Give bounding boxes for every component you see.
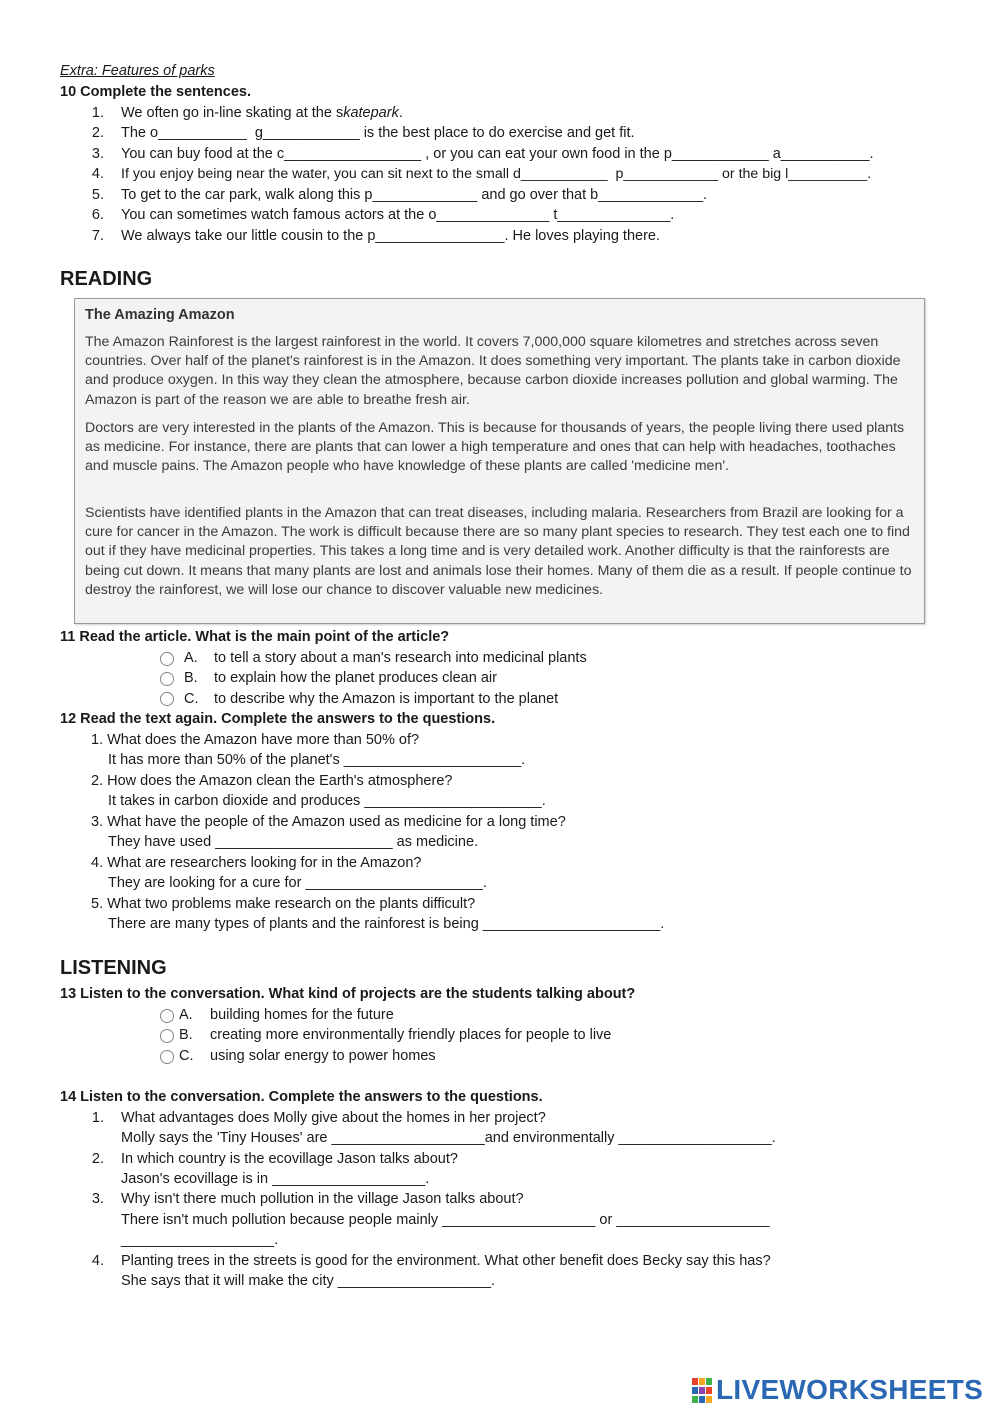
q10-item-number: 5. xyxy=(91,187,104,203)
q14-answer-field[interactable]: Molly says the 'Tiny Houses' are ___________________and environmentally ___________________. xyxy=(121,1130,776,1146)
q14-heading: 14 Listen to the conversation. Complete the answers to the questions. xyxy=(60,1089,543,1105)
q11-option-text: to explain how the planet produces clean air xyxy=(214,670,497,686)
radio-option-c[interactable] xyxy=(160,692,174,706)
radio-option-b[interactable] xyxy=(160,1029,174,1043)
article-box xyxy=(74,298,925,624)
q14-answer-field[interactable]: Jason's ecovillage is in ___________________. xyxy=(121,1171,430,1187)
q10-heading: 10 Complete the sentences. xyxy=(60,84,251,100)
q12-question: 2. How does the Amazon clean the Earth's atmosphere? xyxy=(91,773,453,789)
q10-item-number: 1. xyxy=(91,105,104,121)
q14-question: Why isn't there much pollution in the village Jason talks about? xyxy=(121,1191,524,1207)
q14-item-number: 2. xyxy=(91,1151,104,1167)
listening-heading: LISTENING xyxy=(60,957,167,979)
article-paragraph: Doctors are very interested in the plants of the Amazon. This is because for thousands of years, the people living there used plants as medicine. For instance, there are plants that can lower a high temperature and ones that can help with headaches, toothaches and muscle pains. The Amazon people who have knowledge of these plants are called 'medicine men'. xyxy=(85,420,905,475)
q14-item-number: 3. xyxy=(91,1191,104,1207)
radio-option-b[interactable] xyxy=(160,672,174,686)
q13-option-text: using solar energy to power homes xyxy=(210,1048,436,1064)
q10-item-number: 2. xyxy=(91,125,104,141)
q13-option-letter: B. xyxy=(179,1027,193,1043)
q14-item-number: 4. xyxy=(91,1253,104,1269)
q11-option-letter: A. xyxy=(184,650,198,666)
q10-item-number: 3. xyxy=(91,146,104,162)
q12-question: 1. What does the Amazon have more than 50% of? xyxy=(91,732,420,748)
reading-heading: READING xyxy=(60,268,153,290)
radio-option-c[interactable] xyxy=(160,1050,174,1064)
q12-answer-field[interactable]: They are looking for a cure for ______________________. xyxy=(108,875,487,891)
q10-item-text: You can buy food at the c_________________ , or you can eat your own food in the p____________ a___________. xyxy=(121,146,874,162)
q12-answer-field[interactable]: It takes in carbon dioxide and produces ______________________. xyxy=(108,793,546,809)
q13-heading: 13 Listen to the conversation. What kind of projects are the students talking about? xyxy=(60,986,636,1002)
q10-item-number: 6. xyxy=(91,207,104,223)
extra-title: Extra: Features of parks xyxy=(60,63,215,79)
q14-item-number: 1. xyxy=(91,1110,104,1126)
q11-option-text: to describe why the Amazon is important to the planet xyxy=(214,691,559,707)
radio-option-a[interactable] xyxy=(160,652,174,666)
q13-option-letter: C. xyxy=(179,1048,194,1064)
q14-question: In which country is the ecovillage Jason talks about? xyxy=(121,1151,458,1167)
q12-answer-field[interactable]: They have used ______________________ as medicine. xyxy=(108,834,479,850)
article-paragraph: Scientists have identified plants in the Amazon that can treat diseases, including malaria. Researchers from Brazil are looking for a cure for cancer in the Amazon. The work is difficult because there are so many plant species to research. They test each one to find out if they have medicinal properties. This takes a long time and is very detailed work. Another difficulty is that the rainforests are being cut down. It means that many plants are lost and animals lose their homes. Many of them die as a result. If people continue to destroy the rainforest, we will lose our chance to discover valuable new medicines. xyxy=(85,505,912,598)
q10-item-number: 4. xyxy=(91,166,104,182)
q12-question: 4. What are researchers looking for in the Amazon? xyxy=(91,855,422,871)
q10-item-text: We often go in-line skating at the s xyxy=(121,105,344,121)
q14-answer-field[interactable]: ___________________. xyxy=(121,1232,279,1248)
liveworksheets-logo-icon xyxy=(692,1378,712,1404)
article-paragraph: The Amazon Rainforest is the largest rainforest in the world. It covers 7,000,000 square kilometres and stretches across seven countries. Over half of the planet's rainforest is in the Amazon. It does something very important. The plants take in carbon dioxide and produce oxygen. In this way they clean the atmosphere, because carbon dioxide increases pollution and global warming. The Amazon is part of the reason we are able to breathe fresh air. xyxy=(85,334,901,408)
q13-option-letter: A. xyxy=(179,1007,193,1023)
q14-question: Planting trees in the streets is good for the environment. What other benefit does Becky say this has? xyxy=(121,1253,771,1269)
q10-item-text: You can sometimes watch famous actors at the o______________ t______________. xyxy=(121,207,675,223)
q14-question: What advantages does Molly give about the homes in her project? xyxy=(121,1110,546,1126)
q14-answer-field[interactable]: She says that it will make the city ___________________. xyxy=(121,1273,496,1289)
q14-answer-field[interactable]: There isn't much pollution because people mainly ___________________ or ___________________ xyxy=(121,1212,770,1228)
q10-item-text: We always take our little cousin to the p________________. He loves playing there. xyxy=(121,228,660,244)
q11-option-letter: B. xyxy=(184,670,198,686)
q11-heading: 11 Read the article. What is the main point of the article? xyxy=(60,629,450,645)
q11-option-text: to tell a story about a man's research into medicinal plants xyxy=(214,650,587,666)
q12-answer-field[interactable]: There are many types of plants and the rainforest is being ______________________. xyxy=(108,916,665,932)
q12-question: 5. What two problems make research on the plants difficult? xyxy=(91,896,476,912)
q13-option-text: creating more environmentally friendly places for people to live xyxy=(210,1027,612,1043)
q12-question: 3. What have the people of the Amazon used as medicine for a long time? xyxy=(91,814,566,830)
q12-answer-field[interactable]: It has more than 50% of the planet's ______________________. xyxy=(108,752,526,768)
radio-option-a[interactable] xyxy=(160,1009,174,1023)
article-title: The Amazing Amazon xyxy=(85,307,235,323)
q10-item-text: The o___________ g____________ is the best place to do exercise and get fit. xyxy=(121,125,635,141)
q13-option-text: building homes for the future xyxy=(210,1007,394,1023)
q10-item-text: If you enjoy being near the water, you can sit next to the small d___________ p____________ or the big l__________. xyxy=(121,166,872,182)
q11-option-letter: C. xyxy=(184,691,199,707)
q10-item xyxy=(121,104,403,122)
q10-item-text: To get to the car park, walk along this p_____________ and go over that b_____________. xyxy=(121,187,708,203)
q12-heading: 12 Read the text again. Complete the answers to the questions. xyxy=(60,711,496,727)
q10-item-italic: katepark xyxy=(343,105,399,121)
q10-item-tail: . xyxy=(398,105,403,121)
liveworksheets-brand[interactable]: LIVEWORKSHEETS xyxy=(716,1374,984,1405)
q10-item-number: 7. xyxy=(91,228,104,244)
